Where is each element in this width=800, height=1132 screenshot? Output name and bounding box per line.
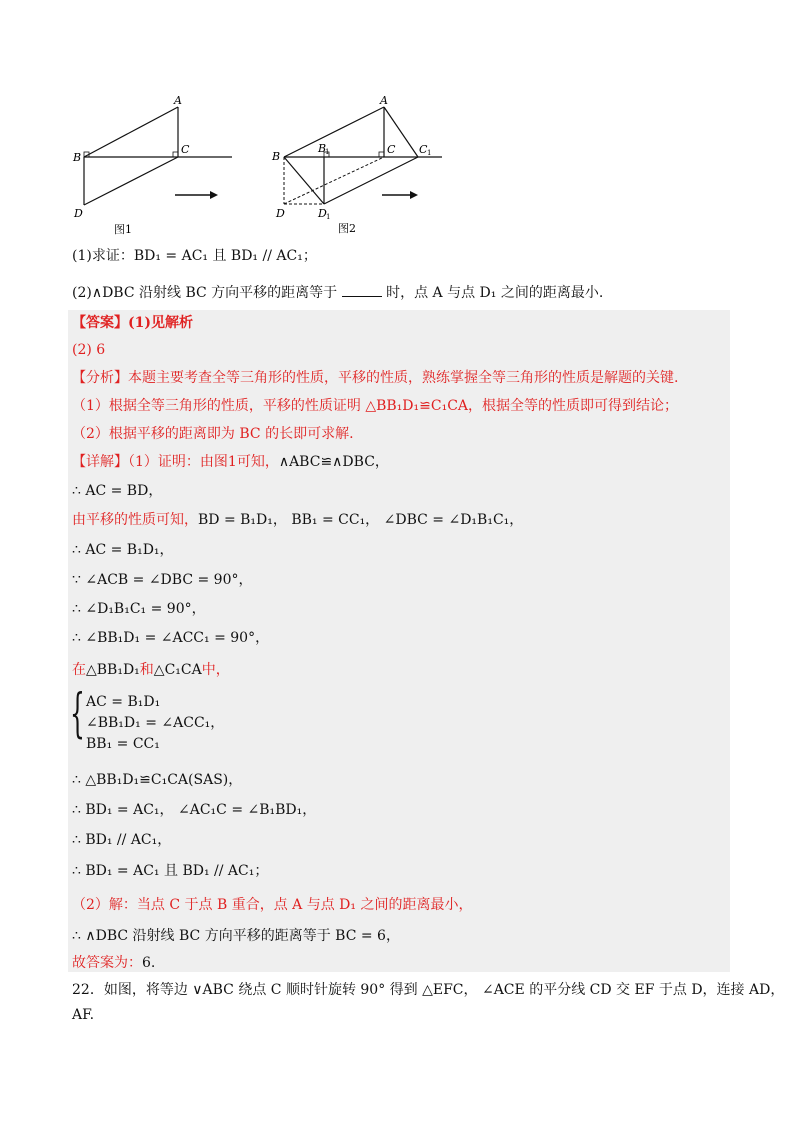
proof-line-5: ∴ ∠D₁B₁C₁ = 90°，	[72, 601, 206, 617]
analysis-step-1: （1）根据全等三角形的性质，平移的性质证明 △BB₁D₁≌C₁CA，根据全等的性质即可得到结论；	[72, 398, 679, 414]
proof-line-11: ∴ BD₁ = AC₁ 且 BD₁ // AC₁；	[72, 863, 269, 879]
proof-line-7-d: △C₁CA	[153, 662, 202, 678]
answer-blank	[342, 282, 382, 297]
figure-2-diagram	[270, 92, 450, 242]
system-line-2: ∠BB₁D₁ = ∠ACC₁，	[86, 715, 225, 731]
analysis-step-2: （2）根据平移的距离即为 BC 的长即可求解.	[72, 426, 354, 442]
fig2-label-b: B	[272, 150, 281, 163]
figure-2	[270, 92, 450, 242]
answer-line-2: (2) 6	[72, 342, 106, 358]
final-answer-label: 故答案为：	[72, 955, 142, 971]
proof-line-2	[72, 510, 523, 530]
final-answer	[72, 953, 155, 973]
fig2-subscript-c1: 1	[427, 149, 432, 157]
proof-line-8: ∴ △BB₁D₁≌C₁CA(SAS)，	[72, 772, 243, 788]
proof-line-10: ∴ BD₁ // AC₁，	[72, 832, 172, 848]
fig2-label-c: C	[387, 143, 396, 156]
analysis-line: 【分析】本题主要考查全等三角形的性质，平移的性质，熟练掌握全等三角形的性质是解题的关键.	[72, 370, 679, 386]
answer-line-1: 【答案】(1)见解析	[72, 315, 193, 331]
proof-line-7-c: 和	[139, 662, 154, 678]
figure-1	[70, 90, 250, 240]
fig1-label-b: B	[73, 151, 82, 164]
proof-line-6: ∴ ∠BB₁D₁ = ∠ACC₁ = 90°，	[72, 630, 270, 646]
fig1-label-c: C	[181, 143, 190, 156]
detail-intro-math: ∧ABC≌∧DBC，	[278, 454, 389, 470]
proof-line-2-math: BD = B₁D₁， BB₁ = CC₁， ∠DBC = ∠D₁B₁C₁，	[198, 512, 524, 528]
fig2-label-d: D	[276, 207, 285, 220]
detail-intro	[72, 452, 389, 472]
question-part-1: (1)求证：BD₁ = AC₁ 且 BD₁ // AC₁；	[72, 248, 317, 264]
fig2-caption: 图2	[338, 222, 356, 235]
proof-line-7	[72, 660, 230, 680]
proof-line-2-label: 由平移的性质可知，	[72, 512, 198, 528]
proof-line-9: ∴ BD₁ = AC₁， ∠AC₁C = ∠B₁BD₁，	[72, 802, 317, 818]
solution-part-2: （2）解：当点 C 于点 B 重合，点 A 与点 D₁ 之间的距离最小，	[72, 897, 473, 913]
fig2-label-b1: B	[318, 142, 327, 155]
figure-1-diagram	[70, 90, 250, 240]
next-question-line-1: 22．如图，将等边 ∨ABC 绕点 C 顺时针旋转 90° 得到 △EFC， ∠ACE 的平分线 CD 交 EF 于点 D，连接 AD，	[72, 982, 785, 998]
system-line-1: AC = B₁D₁	[86, 694, 161, 710]
proof-line-7-a: 在	[72, 662, 86, 678]
fig2-label-c1: C	[419, 143, 428, 156]
system-brace: {	[70, 684, 85, 744]
proof-line-7-e: 中，	[201, 662, 230, 678]
system-line-3: BB₁ = CC₁	[86, 736, 160, 752]
final-answer-value: 6.	[142, 955, 156, 971]
solution-conclusion: ∴ ∧DBC 沿射线 BC 方向平移的距离等于 BC = 6，	[72, 928, 400, 944]
proof-line-1: ∴ AC = BD，	[72, 483, 163, 499]
question-part-2	[72, 282, 603, 303]
fig2-label-a: A	[380, 94, 388, 107]
fig2-subscript-d1: 1	[326, 213, 331, 221]
detail-intro-label: 【详解】（1）证明：由图1可知，	[72, 454, 279, 470]
question-part-2-prefix: (2)∧DBC 沿射线 BC 方向平移的距离等于	[72, 285, 338, 301]
proof-line-3: ∴ AC = B₁D₁，	[72, 542, 174, 558]
question-part-2-suffix: 时，点 A 与点 D₁ 之间的距离最小.	[386, 285, 604, 301]
fig1-label-a: A	[174, 94, 182, 107]
proof-line-4: ∵ ∠ACB = ∠DBC = 90°，	[72, 572, 253, 588]
fig1-label-d: D	[74, 207, 83, 220]
fig2-subscript-b1: 1	[325, 148, 330, 156]
proof-line-7-b: △BB₁D₁	[86, 662, 140, 678]
fig2-label-d1: D	[318, 207, 327, 220]
next-question-line-2: AF.	[72, 1007, 95, 1023]
fig1-caption: 图1	[114, 223, 132, 236]
